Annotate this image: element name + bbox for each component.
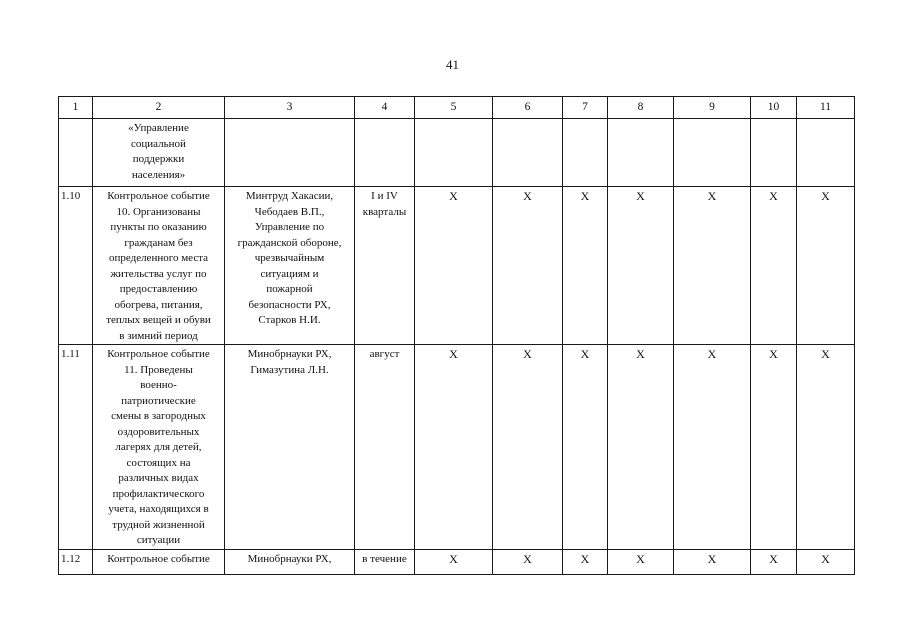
text-line: Управление по <box>254 221 325 233</box>
mark-cell: Х <box>797 187 855 345</box>
responsible-cell <box>225 549 355 574</box>
text-line: Контрольное событие <box>107 552 210 565</box>
text-line: учета, находящихся в <box>108 503 209 515</box>
mark-cell: Х <box>751 187 797 345</box>
table-cell <box>415 119 493 187</box>
mark-cell: Х <box>493 345 563 550</box>
column-header: 1 <box>59 97 93 119</box>
text-line: военно- <box>140 379 177 391</box>
mark-cell: Х <box>797 549 855 574</box>
term-cell <box>355 549 415 574</box>
mark-cell: Х <box>563 345 608 550</box>
text-line: Гимазутина Л.Н. <box>250 363 329 376</box>
column-header: 2 <box>93 97 225 119</box>
section-row <box>59 119 855 187</box>
text-line: лагерях для детей, <box>115 441 202 453</box>
column-header: 4 <box>355 97 415 119</box>
text-line: кварталы <box>362 205 407 218</box>
text-line: патриотические <box>121 394 196 407</box>
column-header: 10 <box>751 97 797 119</box>
text-line: состоящих на <box>126 456 191 469</box>
table-row <box>59 549 855 574</box>
term-cell <box>355 187 415 345</box>
mark-cell: Х <box>493 187 563 345</box>
mark-cell: Х <box>674 345 751 550</box>
mark-cell: Х <box>563 549 608 574</box>
text-line: безопасности РХ, <box>248 298 331 311</box>
text-line: чрезвычайным <box>254 252 325 264</box>
plan-table <box>58 96 855 575</box>
mark-cell: Х <box>608 549 674 574</box>
text-line: Минобрнауки РХ, <box>247 552 332 565</box>
text-line: гражданам без <box>124 236 193 249</box>
term-cell <box>355 345 415 550</box>
page-number: 41 <box>446 57 459 72</box>
table-cell <box>751 119 797 187</box>
row-number: 1.11 <box>59 345 93 550</box>
text-line: Минтруд Хакасии, <box>245 190 334 202</box>
text-line: социальной <box>131 137 186 150</box>
table-cell <box>493 119 563 187</box>
text-line: жительства услуг по <box>110 267 207 280</box>
text-line: смены в загородных <box>111 410 206 422</box>
mark-cell: Х <box>608 345 674 550</box>
text-line: I и IV <box>371 190 398 202</box>
mark-cell: Х <box>493 549 563 574</box>
event-cell <box>93 345 225 550</box>
text-line: Минобрнауки РХ, <box>247 348 332 360</box>
table-cell <box>797 119 855 187</box>
text-line: Контрольное событие <box>107 190 210 202</box>
text-line: предоставлению <box>119 283 198 295</box>
text-line: в течение <box>362 552 407 565</box>
table-cell <box>355 119 415 187</box>
column-header: 5 <box>415 97 493 119</box>
text-line: Чебодаев В.П., <box>254 205 325 218</box>
mark-cell: Х <box>415 187 493 345</box>
column-header: 9 <box>674 97 751 119</box>
text-line: «Управление <box>128 122 189 134</box>
text-line: пункты по оказанию <box>110 221 207 233</box>
text-line: обогрева, питания, <box>114 298 203 311</box>
section-title <box>93 119 225 187</box>
table-cell <box>674 119 751 187</box>
column-number-row <box>59 97 855 119</box>
text-line: поддержки <box>132 153 185 165</box>
text-line: пожарной <box>266 283 313 295</box>
mark-cell: Х <box>674 187 751 345</box>
mark-cell: Х <box>797 345 855 550</box>
responsible-cell <box>225 187 355 345</box>
text-line: ситуациям и <box>260 267 319 280</box>
table-cell <box>59 119 93 187</box>
column-header: 8 <box>608 97 674 119</box>
text-line: август <box>369 348 400 360</box>
table-cell <box>225 119 355 187</box>
text-line: теплых вещей и обуви <box>106 314 211 326</box>
text-line: населения» <box>131 168 186 181</box>
mark-cell: Х <box>415 345 493 550</box>
event-cell <box>93 187 225 345</box>
responsible-cell <box>225 345 355 550</box>
mark-cell: Х <box>751 549 797 574</box>
column-header: 11 <box>797 97 855 119</box>
table-row <box>59 345 855 550</box>
column-header: 7 <box>563 97 608 119</box>
text-line: Старков Н.И. <box>258 314 321 326</box>
mark-cell: Х <box>415 549 493 574</box>
text-line: ситуации <box>136 534 181 546</box>
text-line: определенного места <box>108 252 209 264</box>
text-line: гражданской обороне, <box>237 236 342 249</box>
column-header: 3 <box>225 97 355 119</box>
row-number: 1.10 <box>59 187 93 345</box>
table-row <box>59 187 855 345</box>
mark-cell: Х <box>674 549 751 574</box>
mark-cell: Х <box>563 187 608 345</box>
table-cell <box>608 119 674 187</box>
text-line: в зимний период <box>119 329 198 342</box>
text-line: 10. Организованы <box>116 205 201 218</box>
event-cell <box>93 549 225 574</box>
mark-cell: Х <box>751 345 797 550</box>
mark-cell: Х <box>608 187 674 345</box>
row-number: 1.12 <box>59 549 93 574</box>
column-header: 6 <box>493 97 563 119</box>
text-line: Контрольное событие <box>107 348 210 360</box>
table-cell <box>563 119 608 187</box>
text-line: 11. Проведены <box>124 363 193 376</box>
text-line: различных видах <box>118 472 199 484</box>
text-line: оздоровительных <box>117 425 200 438</box>
text-line: профилактического <box>112 487 205 500</box>
text-line: трудной жизненной <box>112 518 205 531</box>
